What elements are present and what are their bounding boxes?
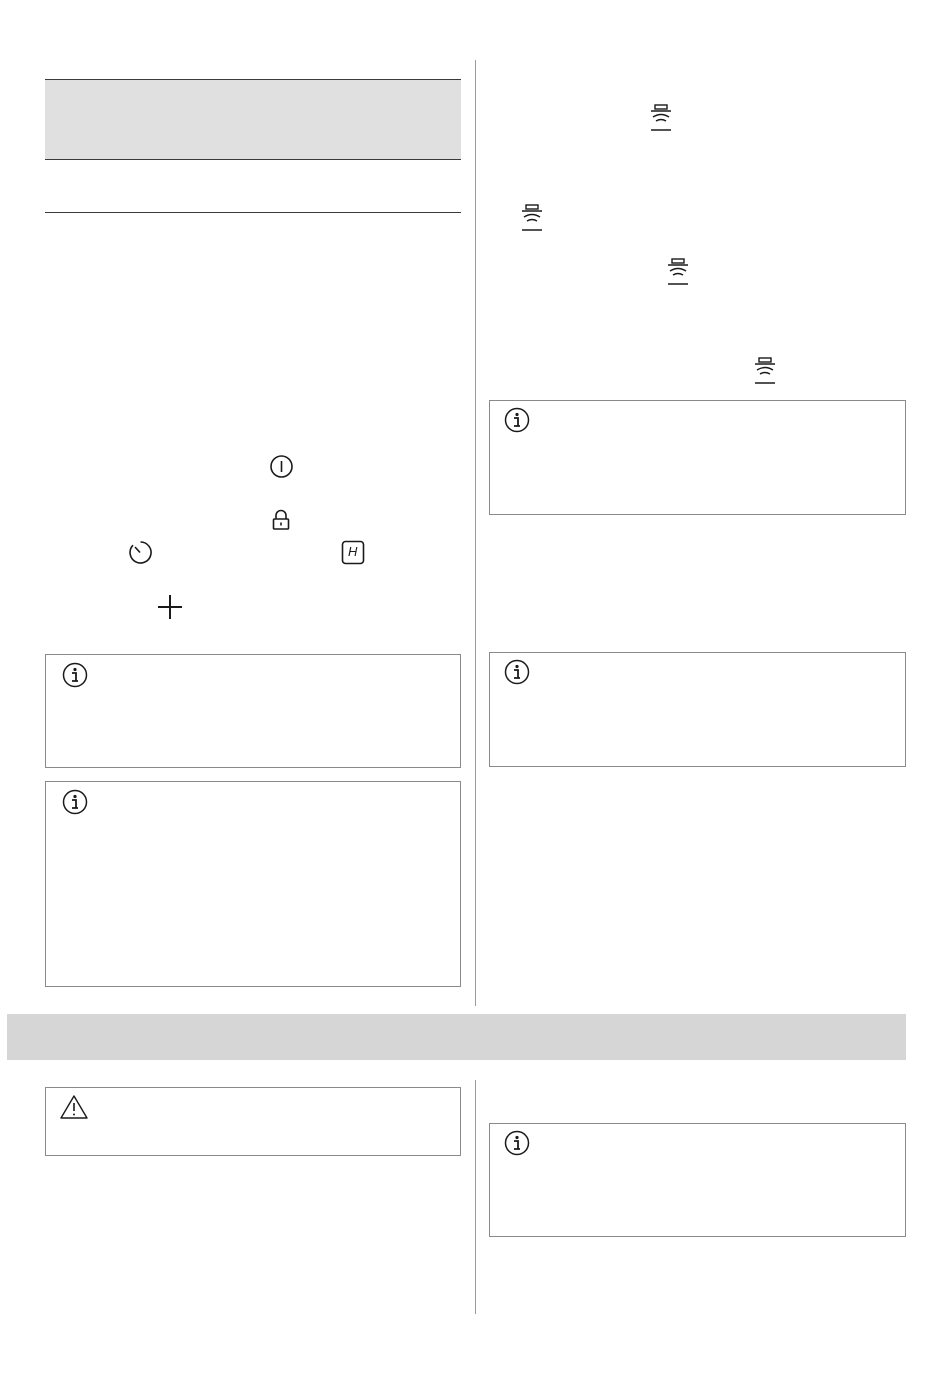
hob2hood-icon xyxy=(665,257,691,287)
info-box-2 xyxy=(45,781,461,987)
info-icon xyxy=(504,659,530,685)
hob2hood-display-letter: H xyxy=(348,544,358,559)
info-icon xyxy=(504,407,530,433)
info-box-1 xyxy=(45,654,461,768)
timer-icon xyxy=(128,540,153,565)
hob2hood-icon xyxy=(648,103,674,133)
info-icon xyxy=(504,1130,530,1156)
info-box-3 xyxy=(489,400,906,515)
power-icon xyxy=(269,454,294,479)
info-box-4 xyxy=(489,652,906,767)
header-bottom-rule xyxy=(45,159,461,160)
hob2hood-icon xyxy=(519,203,545,233)
column-divider-upper xyxy=(475,60,476,1006)
table-header-row xyxy=(45,80,461,159)
info-icon xyxy=(62,789,88,815)
lock-icon xyxy=(271,509,291,531)
hob2hood-icon xyxy=(752,356,778,386)
section-heading-band xyxy=(7,1014,906,1060)
column-divider-lower xyxy=(475,1080,476,1314)
warning-triangle-icon xyxy=(59,1094,89,1120)
info-icon xyxy=(62,662,88,688)
table-row-rule xyxy=(45,212,461,213)
plus-icon xyxy=(156,593,184,621)
warning-box xyxy=(45,1087,461,1156)
info-box-5 xyxy=(489,1123,906,1237)
